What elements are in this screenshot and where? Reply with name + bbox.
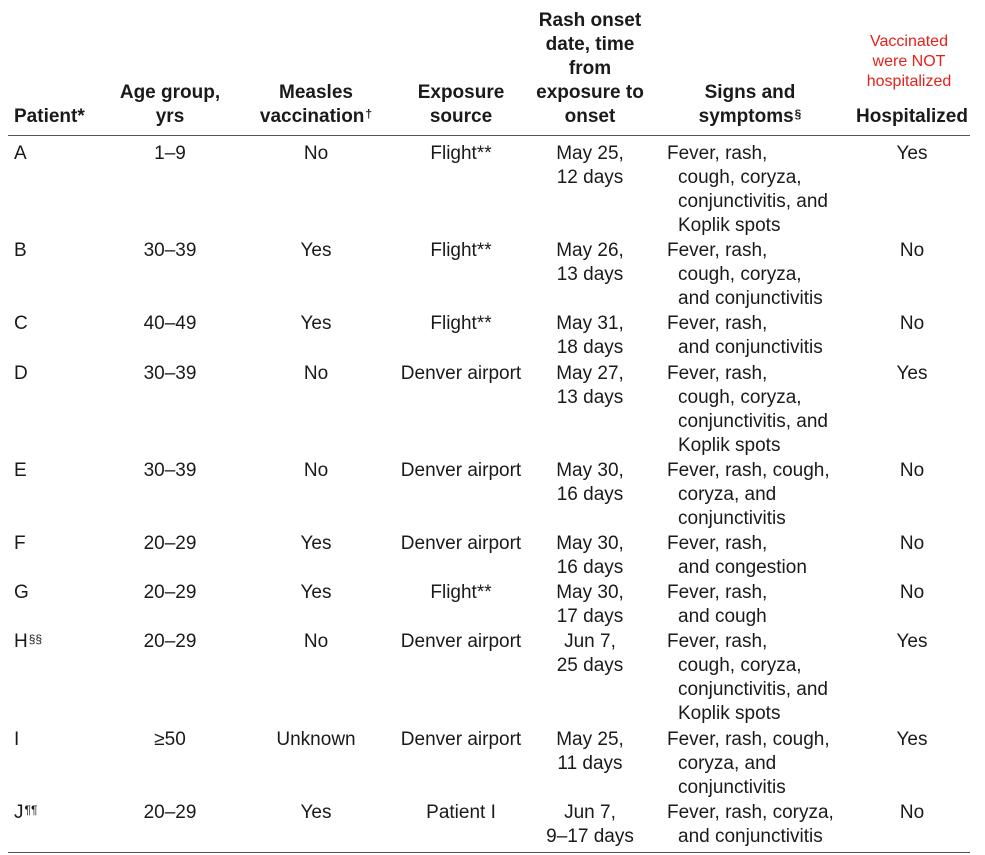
rash-onset-cell-line: 25 days: [556, 655, 624, 676]
patient-cell: [14, 581, 29, 605]
rash-onset-cell: [533, 532, 647, 580]
signs-symptoms-cell-line: Fever, rash, cough,: [667, 729, 830, 750]
patient-cell: [14, 142, 27, 166]
rash-onset-cell: [533, 239, 647, 287]
age-group-cell: 40–49: [143, 313, 197, 334]
age-group-cell: 30–39: [143, 240, 197, 261]
signs-symptoms-cell: [667, 630, 828, 726]
signs-symptoms-cell-line: and conjunctivitis: [678, 288, 823, 309]
vaccination-cell: Yes: [300, 802, 332, 823]
signs-symptoms-cell-line: and cough: [678, 606, 767, 627]
header-age-group: Age group, yrs: [119, 82, 221, 127]
hospitalized-cell: Yes: [896, 363, 928, 384]
exposure-source-cell: Flight**: [430, 313, 492, 334]
hospitalized-cell: No: [899, 533, 925, 554]
exposure-source-cell: Flight**: [430, 582, 492, 603]
hospitalized-cell: Yes: [896, 729, 928, 750]
rash-onset-cell: [533, 362, 647, 410]
vaccination-cell: Yes: [300, 240, 332, 261]
age-group-cell: 20–29: [143, 533, 197, 554]
header-rule: [8, 135, 970, 136]
header-rash-onset: Rash onset date, time from exposure to onset: [536, 10, 644, 127]
signs-symptoms-cell-line: conjunctivitis, and: [678, 191, 828, 212]
rash-onset-cell: [533, 459, 647, 507]
patient-id: J: [14, 802, 24, 823]
signs-symptoms-cell-line: and conjunctivitis: [678, 826, 823, 847]
signs-symptoms-cell-line: coryza, and: [678, 484, 777, 505]
rash-onset-cell: [533, 142, 647, 190]
rash-onset-cell-line: 17 days: [556, 606, 624, 627]
hospitalized-cell: No: [899, 460, 925, 481]
signs-symptoms-cell-line: Fever, rash,: [667, 533, 768, 554]
rash-onset-cell-line: May 30,: [556, 582, 624, 603]
rash-onset-cell-line: Jun 7,: [564, 631, 616, 652]
exposure-source-cell: Denver airport: [400, 363, 522, 384]
signs-symptoms-cell: [667, 239, 823, 311]
patient-cell: [14, 362, 28, 386]
patient-id: E: [14, 460, 27, 481]
exposure-source-cell: Denver airport: [400, 460, 522, 481]
hospitalized-cell: No: [899, 802, 925, 823]
signs-symptoms-cell: [667, 581, 767, 629]
patient-cell: [14, 312, 28, 336]
signs-symptoms-cell: [667, 728, 830, 800]
rash-onset-cell-line: 16 days: [556, 557, 624, 578]
vaccination-cell: Unknown: [276, 729, 356, 750]
annotation-line: Vaccinated: [870, 33, 948, 50]
signs-symptoms-cell: [667, 142, 828, 238]
vaccination-cell: Yes: [300, 582, 332, 603]
rash-onset-cell: [533, 630, 647, 678]
annotation-note: [850, 32, 968, 92]
exposure-source-cell: Denver airport: [400, 631, 522, 652]
signs-symptoms-cell-line: and congestion: [678, 557, 807, 578]
signs-symptoms-cell-line: cough, coryza,: [678, 655, 802, 676]
signs-symptoms-cell-line: coryza, and: [678, 753, 777, 774]
rash-onset-cell-line: 16 days: [556, 484, 624, 505]
patient-id: B: [14, 240, 27, 261]
signs-symptoms-cell: [667, 532, 807, 580]
header-hospitalized: Hospitalized: [856, 106, 968, 127]
age-group-cell: 30–39: [143, 460, 197, 481]
signs-symptoms-cell-line: Fever, rash,: [667, 240, 768, 261]
rash-onset-cell: [533, 728, 647, 776]
rash-onset-cell-line: May 26,: [556, 240, 624, 261]
hospitalized-cell: No: [899, 582, 925, 603]
patient-cell: [14, 801, 37, 825]
signs-symptoms-cell-line: conjunctivitis, and: [678, 679, 828, 700]
patient-id: H: [14, 631, 28, 652]
signs-symptoms-cell-line: cough, coryza,: [678, 387, 802, 408]
age-group-cell: 20–29: [143, 802, 197, 823]
vaccination-cell: No: [303, 363, 329, 384]
vaccination-cell: Yes: [300, 533, 332, 554]
signs-symptoms-cell-line: Fever, rash, cough,: [667, 460, 830, 481]
footnote-mark: §§: [28, 632, 43, 646]
signs-symptoms-cell: [667, 312, 823, 360]
vaccination-cell: No: [303, 143, 329, 164]
patient-id: D: [14, 363, 28, 384]
signs-symptoms-cell-line: Koplik spots: [678, 435, 781, 456]
rash-onset-cell: [533, 312, 647, 360]
rash-onset-cell-line: May 25,: [556, 729, 624, 750]
patient-id: G: [14, 582, 29, 603]
bottom-rule: [8, 852, 970, 853]
header-exposure-source: Exposure source: [417, 82, 505, 127]
header-vaccination: Measles vaccination†: [259, 82, 373, 127]
signs-symptoms-cell-line: Fever, rash,: [667, 582, 768, 603]
signs-symptoms-cell-line: Koplik spots: [678, 703, 781, 724]
rash-onset-cell-line: May 27,: [556, 363, 624, 384]
signs-symptoms-cell-line: Fever, rash,: [667, 143, 768, 164]
patient-cell: [14, 630, 42, 654]
annotation-line: hospitalized: [866, 73, 952, 90]
exposure-source-cell: Patient I: [426, 802, 496, 823]
rash-onset-cell: [533, 581, 647, 629]
rash-onset-cell-line: May 25,: [556, 143, 624, 164]
signs-symptoms-cell-line: and conjunctivitis: [678, 337, 823, 358]
signs-symptoms-cell-line: conjunctivitis: [678, 508, 786, 529]
exposure-source-cell: Denver airport: [400, 533, 522, 554]
rash-onset-cell-line: 18 days: [556, 337, 624, 358]
rash-onset-cell-line: 13 days: [556, 264, 624, 285]
vaccination-cell: No: [303, 631, 329, 652]
patient-cell: [14, 239, 27, 263]
rash-onset-cell-line: 12 days: [556, 167, 624, 188]
hospitalized-cell: Yes: [896, 143, 928, 164]
patient-id: I: [14, 729, 20, 750]
rash-onset-cell-line: Jun 7,: [564, 802, 616, 823]
signs-symptoms-cell-line: conjunctivitis: [678, 777, 786, 798]
exposure-source-cell: Denver airport: [400, 729, 522, 750]
signs-symptoms-cell-line: Fever, rash,: [667, 313, 768, 334]
patient-cell: [14, 532, 26, 556]
patient-id: C: [14, 313, 28, 334]
header-signs-symptoms: Signs and symptoms§: [698, 82, 802, 127]
hospitalized-cell: Yes: [896, 631, 928, 652]
footnote-mark: ¶¶: [24, 803, 38, 817]
vaccination-cell: Yes: [300, 313, 332, 334]
exposure-source-cell: Flight**: [430, 143, 492, 164]
rash-onset-cell-line: May 30,: [556, 460, 624, 481]
signs-symptoms-cell-line: Fever, rash,: [667, 631, 768, 652]
signs-symptoms-cell-line: Fever, rash, coryza,: [667, 802, 834, 823]
signs-symptoms-cell-line: cough, coryza,: [678, 167, 802, 188]
hospitalized-cell: No: [899, 240, 925, 261]
rash-onset-cell-line: 11 days: [557, 753, 623, 774]
vaccination-cell: No: [303, 460, 329, 481]
rash-onset-cell-line: 9–17 days: [546, 826, 634, 847]
rash-onset-cell-line: May 31,: [556, 313, 624, 334]
age-group-cell: 1–9: [154, 143, 186, 164]
rash-onset-cell-line: 13 days: [556, 387, 624, 408]
age-group-cell: 20–29: [143, 582, 197, 603]
age-group-cell: 30–39: [143, 363, 197, 384]
signs-symptoms-cell-line: conjunctivitis, and: [678, 411, 828, 432]
patient-id: A: [14, 143, 27, 164]
patient-id: F: [14, 533, 26, 554]
hospitalized-cell: No: [899, 313, 925, 334]
signs-symptoms-cell: [667, 801, 834, 849]
annotation-line: were NOT: [872, 53, 946, 70]
patient-cell: [14, 459, 27, 483]
age-group-cell: 20–29: [143, 631, 197, 652]
age-group-cell: ≥50: [154, 729, 186, 750]
rash-onset-cell: [533, 801, 647, 849]
signs-symptoms-cell-line: Fever, rash,: [667, 363, 768, 384]
exposure-source-cell: Flight**: [430, 240, 492, 261]
signs-symptoms-cell-line: Koplik spots: [678, 215, 781, 236]
rash-onset-cell-line: May 30,: [556, 533, 624, 554]
header-patient: Patient*: [14, 106, 85, 127]
signs-symptoms-cell: [667, 362, 828, 458]
signs-symptoms-cell: [667, 459, 830, 531]
signs-symptoms-cell-line: cough, coryza,: [678, 264, 802, 285]
patient-cell: [14, 728, 19, 752]
